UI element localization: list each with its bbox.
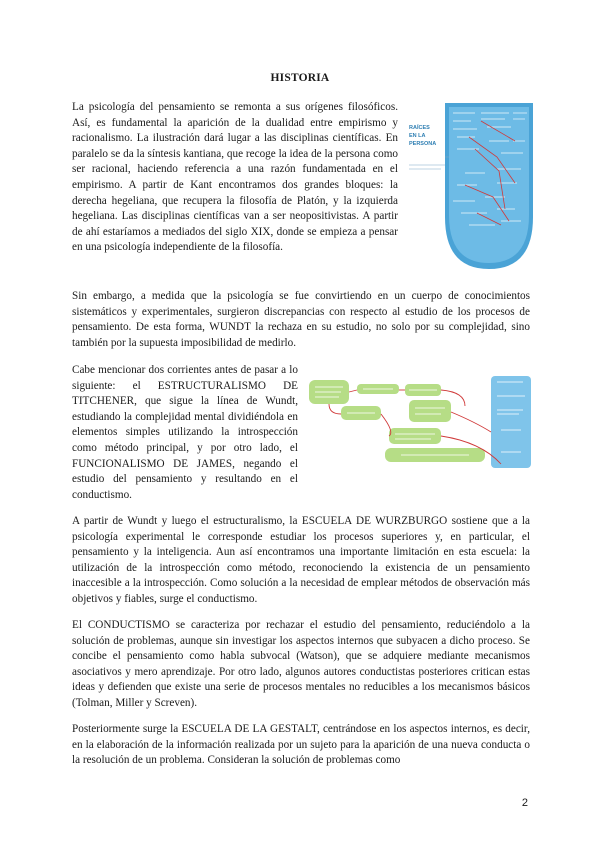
paragraph-wundt: Sin embargo, a medida que la psicología se fue convirtiendo en un cuerpo de conocimientos sistemáticos y experimentales, surgieron discrepancias con respecto al estudio de los procesos de pensamiento. De esta forma, WUNDT la rechaza en su estudio, no solo por su complejidad, sino también por la supuesta imposibilidad de medirlo. <box>72 290 530 349</box>
figure-roots-diagram <box>405 97 535 273</box>
paragraph-currents: Cabe mencionar dos corrientes antes de pasar a lo siguiente: el ESTRUCTURALISMO DE TITCHENER, que sigue la línea de Wundt, estudiando la complejidad mental dividiéndola en elementos simples utilizando la introspección como método principal, y por otro lado, el FUNCIONALISMO DE JAMES, negando el estudio del pensamiento y resultando en el conductismo. <box>72 364 298 501</box>
label-persona: PERSONA <box>409 141 437 147</box>
page-number: 2 <box>521 797 528 809</box>
roots-diagram-image <box>405 97 535 273</box>
paragraph-wurzburgo: A partir de Wundt y luego el estructuralismo, la ESCUELA DE WURZBURGO sostiene que a la psicología experimental le corresponde estudiar los procesos superiores y, en particular, el pensamiento y la inteligencia. Aun así encontramos una importante limitación en esta escuela: la utilización de la introspección como método, reconociendo la existencia de un pensamiento inaccesible a la introspección. Como solución a la necesidad de emplear métodos de observación más objetivos y fiables, surge el conductismo. <box>72 515 530 605</box>
paragraph-conductismo: El CONDUCTISMO se caracteriza por rechazar el estudio del pensamiento, reduciéndolo a la solución de problemas, aunque sin investigar los aspectos internos que subyacen a dicho proceso. Se concibe el pensamiento como habla subvocal (Watson), que se adquiere mediante mecanismos asociativos y mero aprendizaje. Por otro lado, algunos autores conductistas posteriores critican estas ideas y defienden que existe una serie de procesos mentales no reducibles a los mecanismos básicos (Tolman, Miller y Screven). <box>72 619 530 709</box>
flow-diagram-image <box>305 372 533 472</box>
label-raices: RAÍCES <box>409 125 430 131</box>
section-title: HISTORIA <box>270 72 330 84</box>
paragraph-gestalt: Posteriormente surge la ESCUELA DE LA GESTALT, centrándose en los aspectos internos, es decir, en la elaboración de la información realizada por un sujeto para la aparición de una nueva conducta o la resolución de un problema. Consideran la solución de problemas como <box>72 723 530 767</box>
figure-flow-diagram <box>305 372 533 472</box>
label-en-la: EN LA <box>409 133 426 139</box>
paragraph-origins: La psicología del pensamiento se remonta a sus orígenes filosóficos. Así, es fundamental la aparición de la dualidad entre empirismo y racionalismo. La ilustración dará lugar a las disciplinas científicas. En paralelo se da la síntesis kantiana, que recoge la idea de la persona como ser racional, haciendo referencia a una razón fundamentada en el empirismo. A partir de Kant encontramos dos grandes bloques: la derecha hegeliana, que recupera la filosofía de Platón, y la izquierda hegeliana. Las disciplinas científicas van a ser neopositivistas. A partir de ahí estaríamos a mediados del siglo XIX, donde se empieza a pensar en una psicología independiente de la filosofía. <box>72 101 398 254</box>
